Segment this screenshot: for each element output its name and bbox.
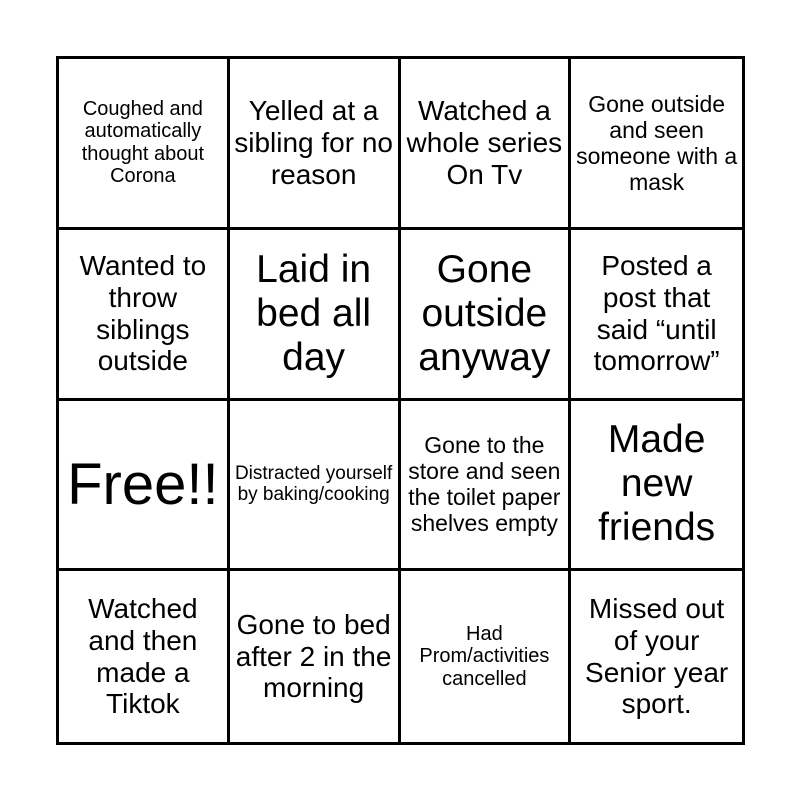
bingo-cell-r3c4[interactable] (571, 401, 742, 572)
bingo-cell-label: Gone to the store and seen the toilet paper shelves empty (408, 432, 561, 537)
bingo-cell-r4c1[interactable] (59, 571, 230, 742)
free-space-label: Free!! (67, 451, 219, 517)
bingo-cell-label: Posted a post that said “until tomorrow” (593, 250, 720, 377)
bingo-board (56, 56, 745, 745)
bingo-cell-label: Coughed and automatically thought about Corona (81, 97, 205, 188)
bingo-cell-r4c2[interactable] (230, 571, 401, 742)
bingo-cell-label: Watched and then made a Tiktok (88, 593, 198, 720)
bingo-cell-r2c3[interactable] (401, 230, 572, 401)
bingo-cell-r2c1[interactable] (59, 230, 230, 401)
bingo-cell-label: Watched a whole series On Tv (406, 95, 563, 190)
bingo-cell-r4c3[interactable] (401, 571, 572, 742)
bingo-cell-label: Gone outside anyway (418, 247, 551, 379)
bingo-cell-label: Had Prom/activities cancelled (419, 622, 550, 690)
bingo-cell-r3c3[interactable] (401, 401, 572, 572)
bingo-cell-r1c1[interactable] (59, 59, 230, 230)
bingo-cell-r1c3[interactable] (401, 59, 572, 230)
bingo-cell-label: Gone to bed after 2 in the morning (235, 609, 392, 704)
bingo-cell-label: Distracted yourself by baking/cooking (234, 462, 393, 506)
bingo-cell-r3c2[interactable] (230, 401, 401, 572)
bingo-cell-r1c2[interactable] (230, 59, 401, 230)
bingo-cell-r2c4[interactable] (571, 230, 742, 401)
bingo-cell-label: Wanted to throw siblings outside (79, 250, 207, 377)
bingo-cell-free[interactable] (59, 401, 230, 572)
bingo-cell-r2c2[interactable] (230, 230, 401, 401)
bingo-cell-label: Laid in bed all day (256, 247, 372, 379)
bingo-cell-label: Gone outside and seen someone with a mask (576, 90, 738, 195)
bingo-cell-r1c4[interactable] (571, 59, 742, 230)
bingo-cell-label: Made new friends (598, 418, 716, 550)
bingo-cell-label: Yelled at a sibling for no reason (234, 95, 393, 190)
bingo-cell-label: Missed out of your Senior year sport. (585, 593, 729, 720)
bingo-cell-r4c4[interactable] (571, 571, 742, 742)
